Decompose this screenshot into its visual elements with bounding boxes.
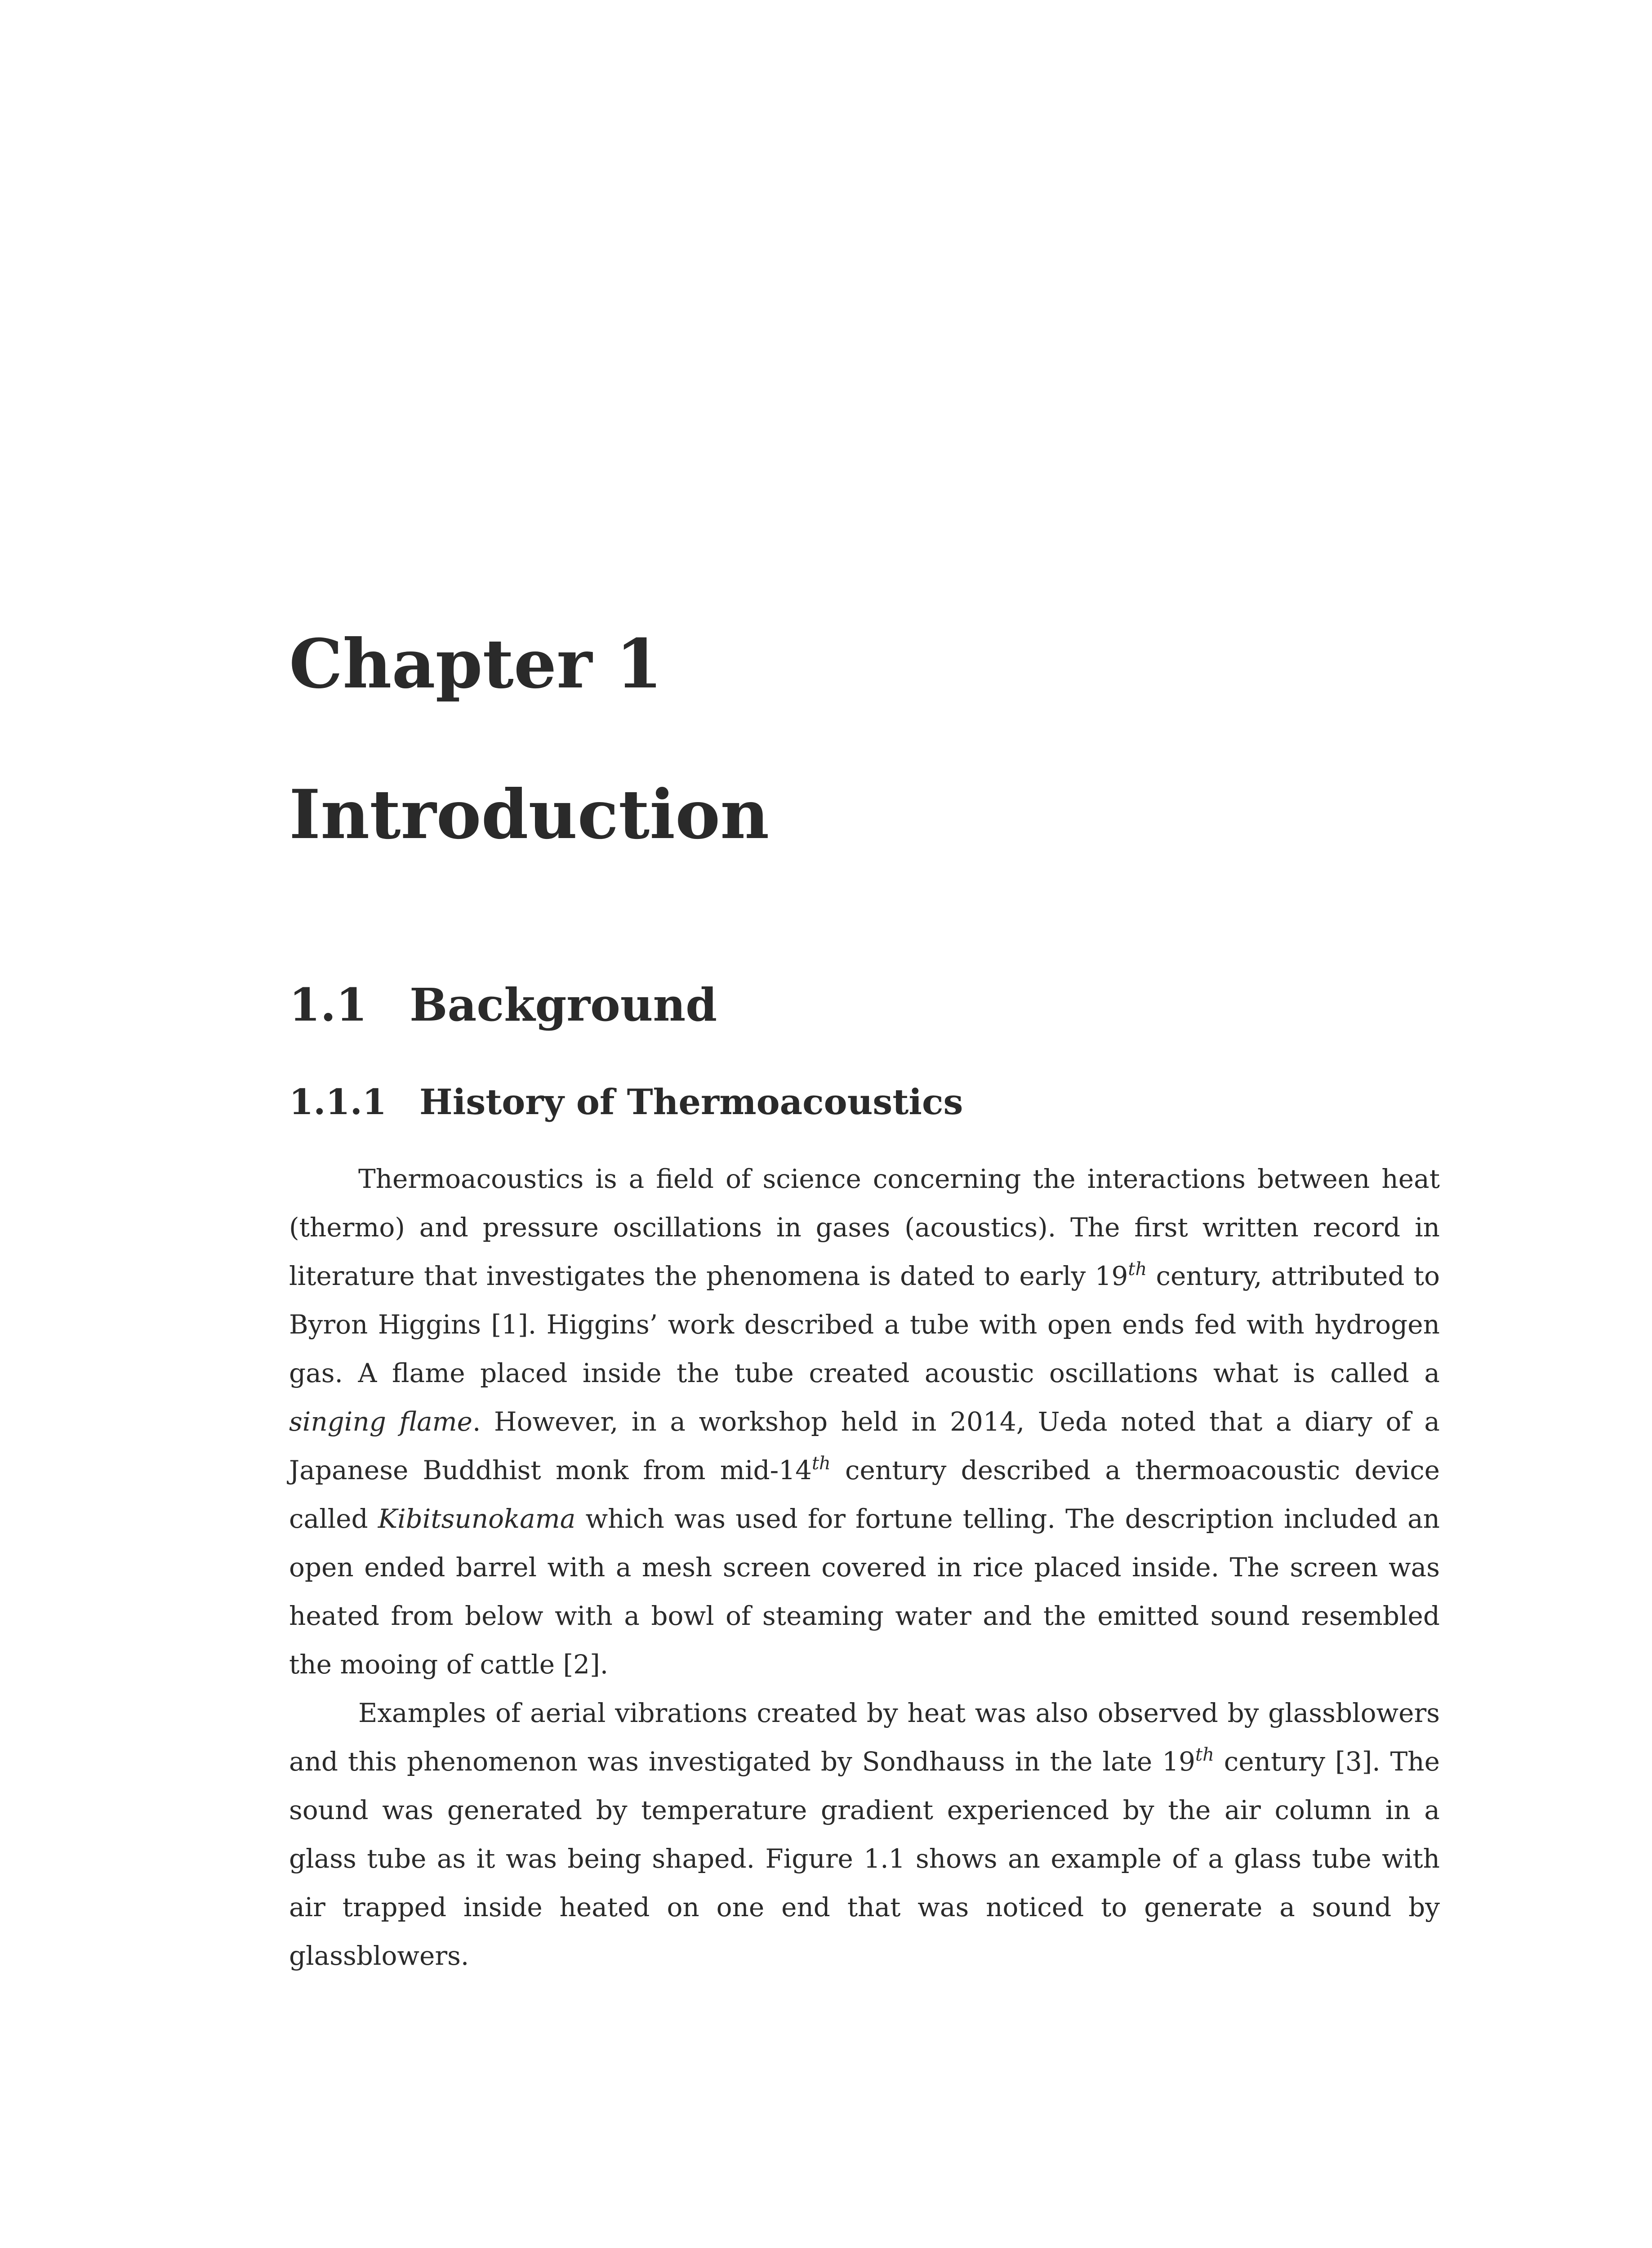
section-heading <box>289 978 1440 1032</box>
text-run: Thermoacoustics is a field of science concerning the interactions between heat (thermo) and pressure oscillations in gases (acoustics). The first written record in literature that investigates the phenomena is dated to early 19 <box>289 1164 1440 1291</box>
section-title: Background <box>410 978 717 1031</box>
emphasis-text: singing flame <box>289 1406 472 1437</box>
text-run: century described a thermoacoustic device called <box>289 1455 1440 1534</box>
paragraph <box>289 1689 1440 1980</box>
body-text <box>289 1155 1440 1980</box>
text-run: . However, in a workshop held in 2014, Ueda noted that a diary of a Japanese Buddhist monk from mid-14 <box>289 1406 1440 1485</box>
superscript: th <box>1128 1259 1147 1280</box>
text-run: century [3]. The sound was generated by temperature gradient experienced by the air column in a glass tube as it was being shaped. Figure 1.1 shows an example of a glass tube with air trapped inside heated on one end that was noticed to generate a sound by glassblowers. <box>289 1746 1440 1971</box>
subsection-title: History of Thermoacoustics <box>419 1082 963 1123</box>
chapter-label: Chapter 1 <box>289 624 663 704</box>
superscript: th <box>811 1453 831 1474</box>
subsection-number: 1.1.1 <box>289 1082 387 1123</box>
text-run: century, attributed to Byron Higgins [1]. Higgins’ work described a tube with open ends fed with hydrogen gas. A flame placed inside the tube created acoustic oscillations what is called a <box>289 1261 1440 1388</box>
superscript: th <box>1195 1744 1214 1765</box>
emphasis-text: Kibitsunokama <box>378 1503 576 1534</box>
chapter-title: Introduction <box>289 775 770 854</box>
section-number: 1.1 <box>289 978 367 1031</box>
text-run: Examples of aerial vibrations created by heat was also observed by glassblowers and this phenomenon was investigated by Sondhauss in the late 19 <box>289 1698 1440 1777</box>
text-run: which was used for fortune telling. The description included an open ended barrel with a mesh screen covered in rice placed inside. The screen was heated from below with a bowl of steaming water and the emitted sound resembled the mooing of cattle [2]. <box>289 1503 1440 1680</box>
paragraph <box>289 1155 1440 1689</box>
subsection-heading <box>289 1081 1440 1124</box>
